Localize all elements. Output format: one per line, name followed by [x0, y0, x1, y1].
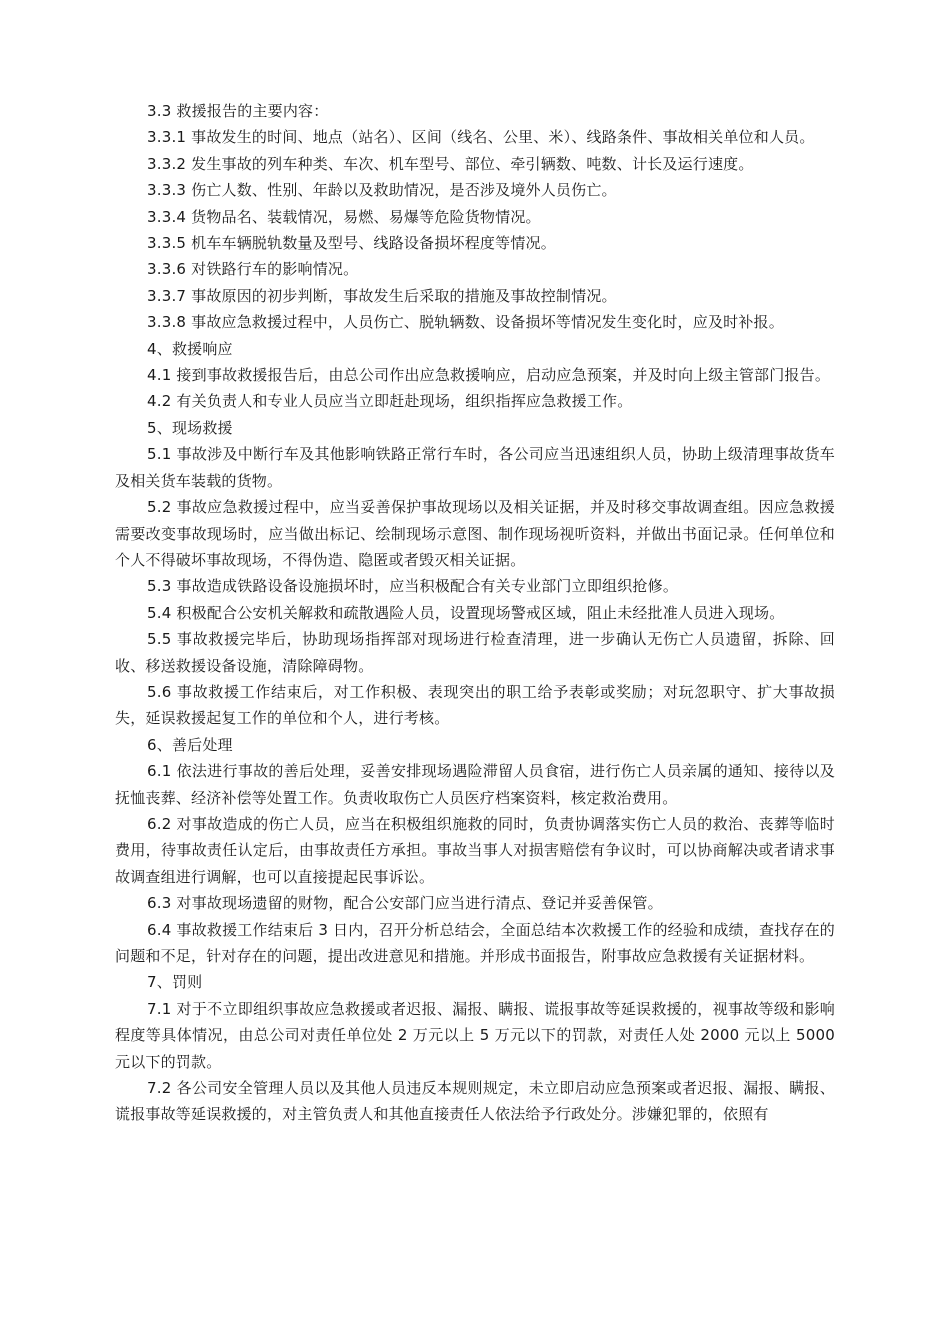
paragraph: 6.4 事故救援工作结束后 3 日内，召开分析总结会，全面总结本次救援工作的经验和成绩，查找存在的问题和不足，针对存在的问题，提出改进意见和措施。并形成书面报告，附事故应急救援有关证据材料。 — [115, 920, 835, 965]
section-heading: 6、善后处理 — [147, 735, 233, 754]
paragraph: 3.3.2 发生事故的列车种类、车次、机车型号、部位、牵引辆数、吨数、计长及运行速度。 — [147, 154, 754, 173]
paragraph: 3.3.8 事故应急救援过程中，人员伤亡、脱轨辆数、设备损坏等情况发生变化时，应及时补报。 — [147, 313, 784, 332]
paragraph: 3.3.6 对铁路行车的影响情况。 — [147, 260, 359, 279]
paragraph: 3.3.5 机车车辆脱轨数量及型号、线路设备损坏程度等情况。 — [147, 234, 556, 253]
paragraph: 3.3.3 伤亡人数、性别、年龄以及救助情况，是否涉及境外人员伤亡。 — [147, 181, 617, 200]
document-page — [115, 98, 835, 1128]
paragraph: 3.3.4 货物品名、装载情况，易燃、易爆等危险货物情况。 — [147, 207, 541, 226]
paragraph: 5.3 事故造成铁路设备设施损坏时，应当积极配合有关专业部门立即组织抢修。 — [147, 577, 679, 596]
paragraph: 6.2 对事故造成的伤亡人员，应当在积极组织施救的同时，负责协调落实伤亡人员的救治、丧葬等临时费用，待事故责任认定后，由事故责任方承担。事故当事人对损害赔偿有争议时，可以协商解决或者请求事故调查组进行调解，也可以直接提起民事诉讼。 — [115, 814, 835, 886]
paragraph: 5.1 事故涉及中断行车及其他影响铁路正常行车时，各公司应当迅速组织人员，协助上级清理事故货车及相关货车装载的货物。 — [115, 445, 835, 490]
paragraph: 5.6 事故救援工作结束后，对工作积极、表现突出的职工给予表彰或奖励；对玩忽职守、扩大事故损失，延误救援起复工作的单位和个人，进行考核。 — [115, 682, 835, 728]
section-heading: 4、救援响应 — [147, 339, 233, 358]
paragraph: 5.5 事故救援完毕后，协助现场指挥部对现场进行检查清理，进一步确认无伤亡人员遗留，拆除、回收、移送救援设备设施，清除障碍物。 — [115, 630, 835, 675]
paragraph: 3.3 救援报告的主要内容： — [147, 102, 329, 120]
section-heading: 7、罚则 — [147, 973, 203, 992]
section-heading: 5、现场救援 — [147, 418, 233, 437]
paragraph: 5.4 积极配合公安机关解救和疏散遇险人员，设置现场警戒区域，阻止未经批准人员进入现场。 — [147, 603, 785, 622]
paragraph: 6.3 对事故现场遗留的财物，配合公安部门应当进行清点、登记并妥善保管。 — [147, 894, 663, 913]
paragraph: 4.2 有关负责人和专业人员应当立即赶赴现场，组织指挥应急救援工作。 — [147, 392, 633, 411]
paragraph: 4.1 接到事故救援报告后，由总公司作出应急救援响应，启动应急预案，并及时向上级主管部门报告。 — [147, 366, 831, 385]
paragraph: 7.2 各公司安全管理人员以及其他人员违反本规则规定，未立即启动应急预案或者迟报、漏报、瞒报、谎报事故等延误救援的，对主管负责人和其他直接责任人依法给予行政处分。涉嫌犯罪的，依照有 — [115, 1079, 835, 1124]
paragraph: 3.3.7 事故原因的初步判断，事故发生后采取的措施及事故控制情况。 — [147, 286, 617, 305]
paragraph: 6.1 依法进行事故的善后处理，妥善安排现场遇险滞留人员食宿，进行伤亡人员亲属的通知、接待以及抚恤丧葬、经济补偿等处置工作。负责收取伤亡人员医疗档案资料，核定救治费用。 — [115, 762, 835, 807]
paragraph: 7.1 对于不立即组织事故应急救援或者迟报、漏报、瞒报、谎报事故等延误救援的，视事故等级和影响程度等具体情况，由总公司对责任单位处 2 万元以上 5 万元以下的罚款，对责任人处 2000 元以上 5000 元以下的罚款。 — [115, 999, 835, 1071]
paragraph: 5.2 事故应急救援过程中，应当妥善保护事故现场以及相关证据，并及时移交事故调查组。因应急救援需要改变事故现场时，应当做出标记、绘制现场示意图、制作现场视听资料，并做出书面记录。任何单位和个人不得破坏事故现场，不得伪造、隐匿或者毁灭相关证据。 — [115, 498, 835, 569]
paragraph: 3.3.1 事故发生的时间、地点（站名）、区间（线名、公里、米）、线路条件、事故相关单位和人员。 — [147, 128, 815, 147]
